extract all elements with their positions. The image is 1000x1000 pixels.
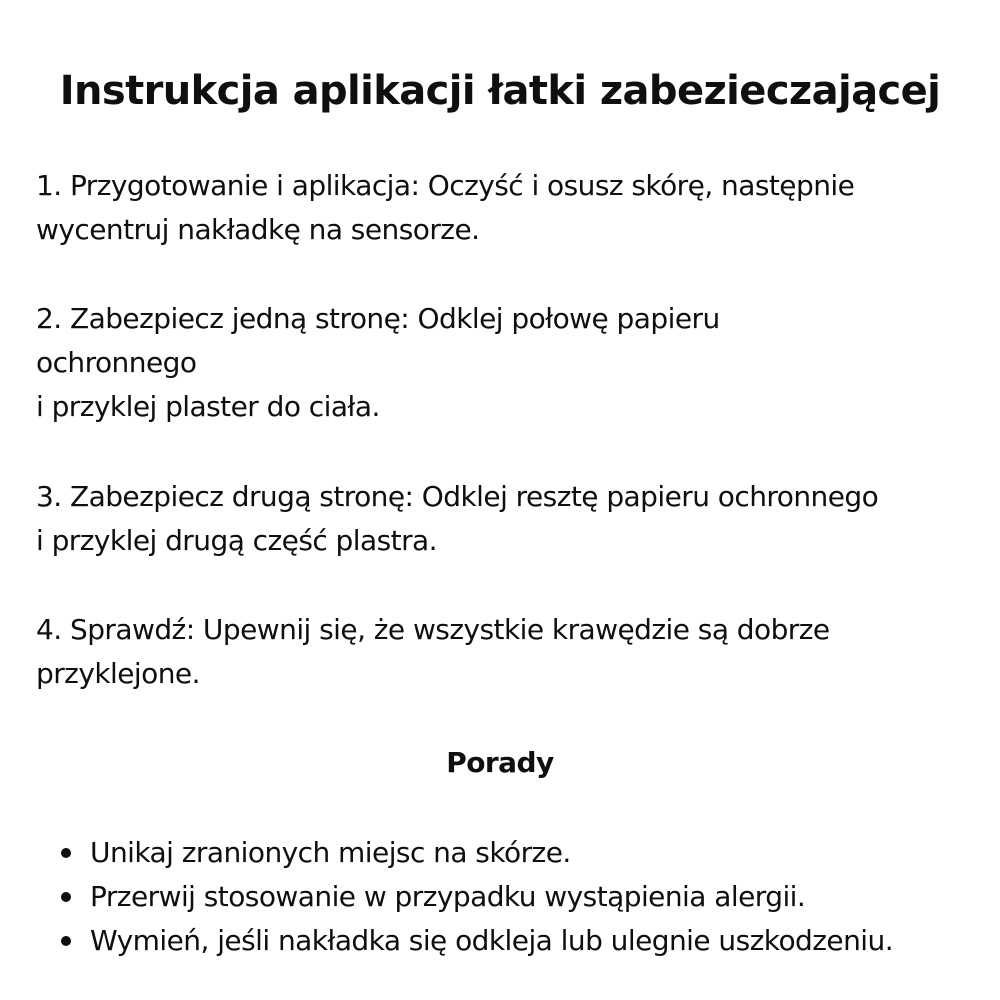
step-4-line-2: przyklejone.: [36, 657, 200, 690]
step-4: [36, 608, 976, 696]
bullet-icon: [61, 936, 71, 946]
step-1-line-2: wycentruj nakładkę na sensorze.: [36, 213, 480, 246]
step-3-line-2: i przyklej drugą część plastra.: [36, 524, 437, 557]
tip-item: [60, 831, 990, 875]
page-title: Instrukcja aplikacji łatki zabezieczającej: [59, 68, 941, 114]
step-2-line-3: i przyklej plaster do ciała.: [36, 390, 380, 423]
step-2: [36, 297, 976, 429]
step-1: [36, 164, 976, 252]
tip-text: Unikaj zranionych miejsc na skórze.: [90, 836, 571, 869]
step-3-line-1: 3. Zabezpiecz drugą stronę: Odklej resztę papieru ochronnego: [36, 480, 879, 513]
step-2-line-1: 2. Zabezpiecz jedną stronę: Odklej połowę papieru: [36, 302, 720, 335]
step-2-line-2: ochronnego: [36, 346, 197, 379]
step-3: [36, 475, 976, 563]
tips-list: [60, 831, 990, 963]
bullet-icon: [61, 892, 71, 902]
step-1-line-1: 1. Przygotowanie i aplikacja: Oczyść i osusz skórę, następnie: [36, 169, 855, 202]
tip-item: [60, 919, 990, 963]
tip-text: Przerwij stosowanie w przypadku wystąpienia alergii.: [90, 880, 806, 913]
step-4-line-1: 4. Sprawdź: Upewnij się, że wszystkie krawędzie są dobrze: [36, 613, 830, 646]
tip-text: Wymień, jeśli nakładka się odkleja lub ulegnie uszkodzeniu.: [90, 924, 894, 957]
tips-heading: Porady: [446, 746, 554, 779]
bullet-icon: [61, 848, 71, 858]
tip-item: [60, 875, 990, 919]
